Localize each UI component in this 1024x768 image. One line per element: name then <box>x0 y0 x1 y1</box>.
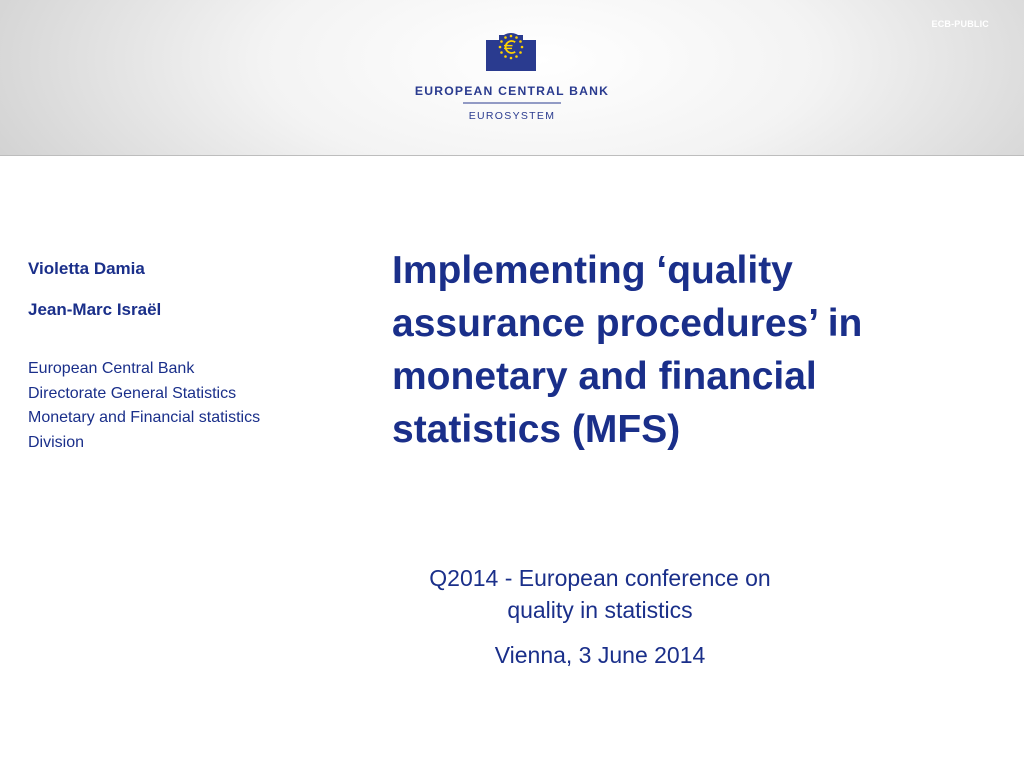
author-name: Violetta Damia <box>28 259 145 278</box>
event-date: Vienna, 3 June 2014 <box>494 642 706 668</box>
affiliation-line: Directorate General Statistics <box>28 384 237 402</box>
author-name: Jean-Marc Israël <box>28 300 162 319</box>
euro-stars-emblem-icon <box>486 33 536 71</box>
event-name-line: Q2014 - European conference on <box>429 565 771 591</box>
ecb-logo <box>400 24 624 124</box>
affiliation-line: Monetary and Financial statistics <box>28 409 261 426</box>
title-line: statistics (MFS) <box>392 408 681 451</box>
logo-subname: EUROSYSTEM <box>468 110 556 122</box>
classification-label: ECB-PUBLIC <box>931 19 989 29</box>
title-line: Implementing ‘quality <box>392 249 793 292</box>
presentation-title <box>392 244 1002 456</box>
event-info <box>380 562 820 671</box>
ecb-logo-graphic <box>400 24 624 124</box>
event-name-line: quality in statistics <box>507 597 693 623</box>
title-line: monetary and financial <box>392 355 817 398</box>
affiliation-line: European Central Bank <box>28 360 195 377</box>
affiliation-line: Division <box>28 433 85 451</box>
header-band <box>0 0 1024 156</box>
affiliation <box>28 357 358 455</box>
logo-name: EUROPEAN CENTRAL BANK <box>414 84 610 98</box>
title-line: assurance procedures’ in <box>392 302 863 345</box>
